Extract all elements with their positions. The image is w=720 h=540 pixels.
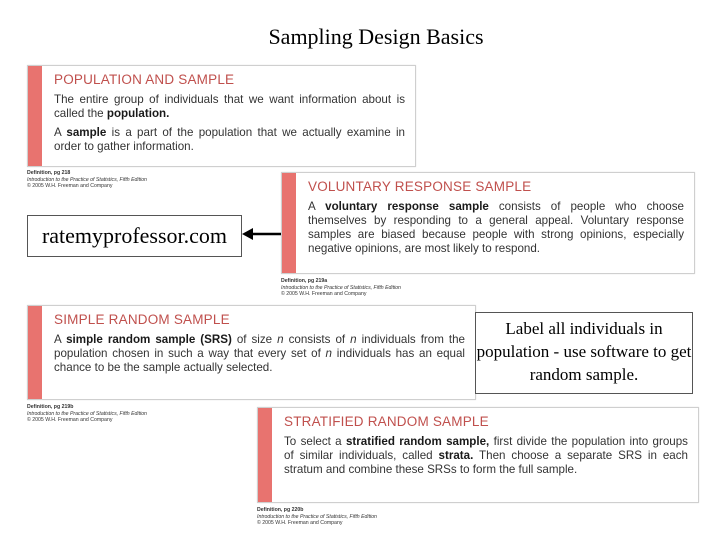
slide-title: Sampling Design Basics — [268, 24, 484, 49]
population-definition: The entire group of individuals that we want information about is called the population. — [54, 93, 405, 120]
srs-definition: A simple random sample (SRS) of size n consists of n individuals from the population chosen in such a way that every set of n individuals has an equal chance to be the sample actually selected. — [54, 333, 466, 374]
stratified-definition: To select a stratified random sample, first divide the population into groups of similar individuals, called strata. Then choose a separate SRS in each stratum and combine these SRSs to form the full sample. — [284, 435, 689, 476]
accent-bar — [258, 408, 272, 502]
card-heading: SIMPLE RANDOM SAMPLE — [54, 312, 230, 327]
population-sample-card — [27, 65, 416, 167]
arrow-icon — [241, 226, 283, 242]
ratemyprofessor-label: ratemyprofessor.com — [27, 215, 242, 257]
card-heading: POPULATION AND SAMPLE — [54, 72, 235, 87]
voluntary-definition: A voluntary response sample consists of people who choose themselves by responding to a general appeal. Voluntary response samples are biased because people with strong opinions, especially negative opinions, are most likely to respond. — [308, 200, 684, 255]
sample-definition: A sample is a part of the population that we actually examine in order to gather information. — [54, 126, 405, 153]
accent-bar — [282, 173, 296, 273]
accent-bar — [28, 306, 42, 399]
voluntary-response-card — [281, 172, 695, 274]
population-caption: Definition, pg 218 Introduction to the Practice of Statistics, Fifth Edition © 2005 W.H. Freeman and Company — [27, 170, 147, 189]
stratified-random-sample-card — [257, 407, 699, 503]
voluntary-caption: Definition, pg 219a Introduction to the Practice of Statistics, Fifth Edition © 2005 W.H. Freeman and Company — [281, 278, 401, 297]
simple-random-sample-card — [27, 305, 476, 400]
srs-software-note: Label all individuals in population - use software to get random sample. — [475, 312, 693, 394]
accent-bar — [28, 66, 42, 166]
srs-caption: Definition, pg 219b Introduction to the Practice of Statistics, Fifth Edition © 2005 W.H. Freeman and Company — [27, 404, 147, 423]
card-heading: VOLUNTARY RESPONSE SAMPLE — [308, 179, 532, 194]
card-heading: STRATIFIED RANDOM SAMPLE — [284, 414, 489, 429]
stratified-caption: Definition, pg 220b Introduction to the Practice of Statistics, Fifth Edition © 2005 W.H. Freeman and Company — [257, 507, 377, 526]
